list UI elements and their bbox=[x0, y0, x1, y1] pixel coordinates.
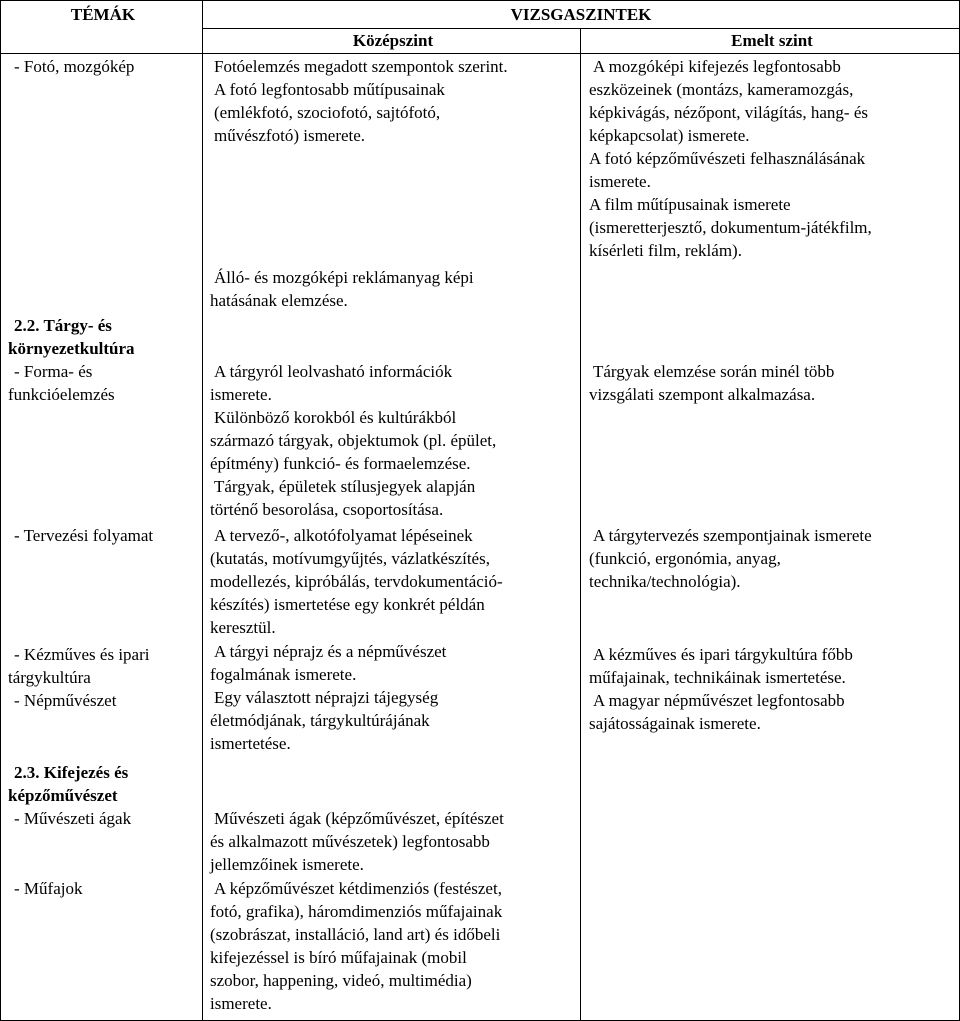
emelt-terv-line-3: technika/technológia). bbox=[589, 572, 741, 591]
emelt-foto-line-4: képkapcsolat) ismerete. bbox=[589, 126, 750, 145]
emelt-kezm-line-4: sajátosságainak ismerete. bbox=[589, 714, 761, 733]
topic-tervezesi: - Tervezési folyamat bbox=[14, 526, 154, 545]
kozep-targy-line-4: származó tárgyak, objektumok (pl. épület, bbox=[210, 431, 497, 450]
kozep-reklam-line-1: Álló- és mozgóképi reklámanyag képi bbox=[214, 268, 474, 287]
kozep-targy-line-7: történő besorolása, csoportosítása. bbox=[210, 500, 444, 519]
kozep-mufaj-line-2: fotó, grafika), háromdimenziós műfajainak bbox=[210, 902, 503, 921]
column-divider-2 bbox=[580, 28, 581, 1021]
kozep-foto-line-3: (emlékfotó, szociofotó, sajtófotó, bbox=[214, 103, 441, 122]
kozep-targy-line-6: Tárgyak, épületek stílusjegyek alapján bbox=[214, 477, 476, 496]
kozep-agak-line-1: Művészeti ágak (képzőművészet, építészet bbox=[214, 809, 504, 828]
kozep-neprajz-line-5: ismertetése. bbox=[210, 734, 291, 753]
emelt-foto-line-8: (ismeretterjesztő, dokumentum-játékfilm, bbox=[589, 218, 872, 237]
table-border-top bbox=[0, 0, 960, 1]
section-2-3-title-cont: képzőművészet bbox=[8, 786, 118, 805]
kozep-mufaj-line-1: A képzőművészet kétdimenziós (festészet, bbox=[214, 879, 502, 898]
topic-kezmuves-cont: tárgykultúra bbox=[8, 668, 91, 687]
section-2-2-title: 2.2. Tárgy- és bbox=[14, 316, 112, 335]
emelt-foto-line-2: eszközeinek (montázs, kameramozgás, bbox=[589, 80, 854, 99]
emelt-kezm-line-2: műfajainak, technikáinak ismertetése. bbox=[589, 668, 846, 687]
header-temak: TÉMÁK bbox=[70, 5, 136, 24]
kozep-mufaj-line-6: ismerete. bbox=[210, 994, 272, 1013]
kozep-neprajz-line-2: fogalmának ismerete. bbox=[210, 665, 357, 684]
kozep-neprajz-line-1: A tárgyi néprajz és a népművészet bbox=[214, 642, 447, 661]
kozep-agak-line-2: és alkalmazott művészetek) legfontosabb bbox=[210, 832, 490, 851]
header-kozepszint: Középszint bbox=[352, 31, 434, 50]
topic-nepmuveszet: - Népművészet bbox=[14, 691, 117, 710]
topic-forma: - Forma- és bbox=[14, 362, 93, 381]
kozep-tervezo-line-2: (kutatás, motívumgyűjtés, vázlatkészítés, bbox=[210, 549, 490, 568]
kozep-mufaj-line-5: szobor, happening, videó, multimédia) bbox=[210, 971, 472, 990]
emelt-kezm-line-3: A magyar népművészet legfontosabb bbox=[593, 691, 845, 710]
kozep-targy-line-5: építmény) funkció- és formaelemzése. bbox=[210, 454, 471, 473]
header-divider bbox=[202, 28, 960, 29]
kozep-targy-line-2: ismerete. bbox=[210, 385, 272, 404]
emelt-foto-line-9: kísérleti film, reklám). bbox=[589, 241, 742, 260]
topic-forma-cont: funkcióelemzés bbox=[8, 385, 115, 404]
kozep-agak-line-3: jellemzőinek ismerete. bbox=[210, 855, 364, 874]
kozep-tervezo-line-3: modellezés, kipróbálás, tervdokumentáció- bbox=[210, 572, 503, 591]
column-divider-1 bbox=[202, 0, 203, 1021]
header-emelt-szint: Emelt szint bbox=[731, 31, 813, 50]
emelt-kezm-line-1: A kézműves és ipari tárgykultúra főbb bbox=[593, 645, 853, 664]
kozep-reklam-line-2: hatásának elemzése. bbox=[210, 291, 348, 310]
kozep-tervezo-line-5: keresztül. bbox=[210, 618, 276, 637]
kozep-foto-line-2: A fotó legfontosabb műtípusainak bbox=[214, 80, 445, 99]
header-bottom-border bbox=[0, 53, 960, 54]
kozep-tervezo-line-1: A tervező-, alkotófolyamat lépéseinek bbox=[214, 526, 473, 545]
kozep-targy-line-1: A tárgyról leolvasható információk bbox=[214, 362, 453, 381]
table-border-left bbox=[0, 0, 1, 1021]
kozep-targy-line-3: Különböző korokból és kultúrákból bbox=[214, 408, 457, 427]
kozep-foto-line-4: művészfotó) ismerete. bbox=[214, 126, 366, 145]
emelt-foto-line-6: ismerete. bbox=[589, 172, 651, 191]
topic-foto-mozgokep: - Fotó, mozgókép bbox=[14, 57, 135, 76]
kozep-mufaj-line-4: kifejezéssel is bíró műfajainak (mobil bbox=[210, 948, 467, 967]
kozep-neprajz-line-3: Egy választott néprajzi tájegység bbox=[214, 688, 439, 707]
emelt-foto-line-3: képkivágás, nézőpont, világítás, hang- és bbox=[589, 103, 869, 122]
topic-muveszeti-agak: - Művészeti ágak bbox=[14, 809, 132, 828]
kozep-tervezo-line-4: készítés) ismertetése egy konkrét példán bbox=[210, 595, 485, 614]
emelt-foto-line-1: A mozgóképi kifejezés legfontosabb bbox=[593, 57, 841, 76]
topic-mufajok: - Műfajok bbox=[14, 879, 83, 898]
section-2-3-title: 2.3. Kifejezés és bbox=[14, 763, 129, 782]
emelt-targy-line-2: vizsgálati szempont alkalmazása. bbox=[589, 385, 816, 404]
kozep-mufaj-line-3: (szobrászat, installáció, land art) és időbeli bbox=[210, 925, 501, 944]
section-2-2-title-cont: környezetkultúra bbox=[8, 339, 135, 358]
emelt-terv-line-1: A tárgytervezés szempontjainak ismerete bbox=[593, 526, 872, 545]
emelt-targy-line-1: Tárgyak elemzése során minél több bbox=[593, 362, 835, 381]
kozep-neprajz-line-4: életmódjának, tárgykultúrájának bbox=[210, 711, 430, 730]
emelt-foto-line-5: A fotó képzőművészeti felhasználásának bbox=[589, 149, 866, 168]
emelt-terv-line-2: (funkció, ergonómia, anyag, bbox=[589, 549, 781, 568]
header-vizsgaszintek: VIZSGASZINTEK bbox=[510, 5, 652, 24]
emelt-foto-line-7: A film műtípusainak ismerete bbox=[589, 195, 791, 214]
kozep-foto-line-1: Fotóelemzés megadott szempontok szerint. bbox=[214, 57, 508, 76]
topic-kezmuves: - Kézműves és ipari bbox=[14, 645, 150, 664]
